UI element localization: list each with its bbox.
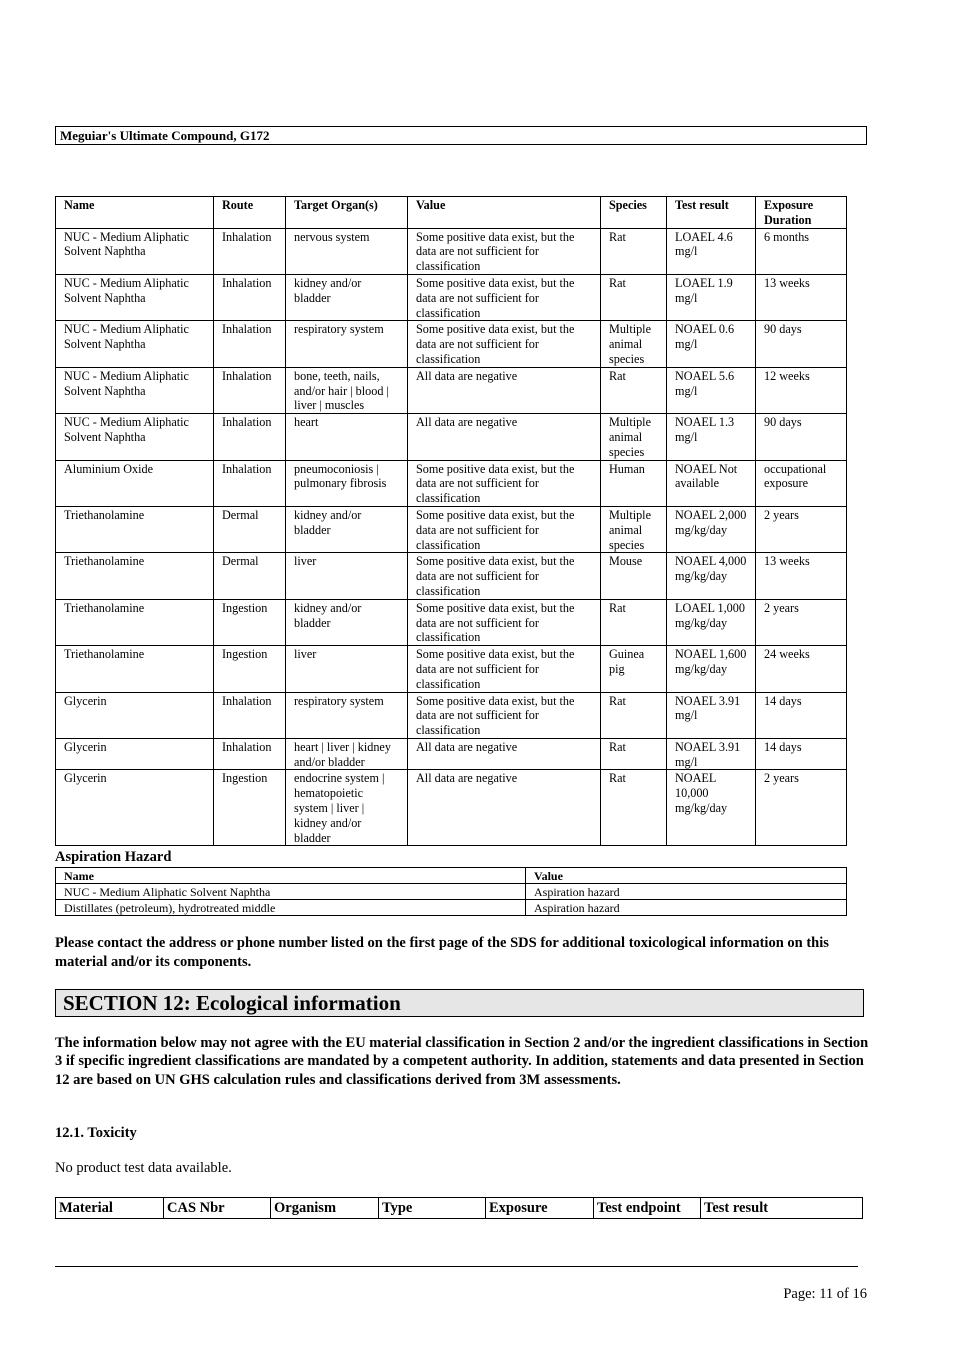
table-cell: Triethanolamine	[56, 553, 214, 599]
table-row	[56, 738, 847, 770]
table-row	[56, 900, 847, 916]
table-row	[56, 414, 847, 460]
table-cell: 14 days	[756, 738, 847, 770]
table-row	[56, 692, 847, 738]
table-cell: 12 weeks	[756, 367, 847, 413]
document-header	[55, 126, 867, 145]
table-cell: occupational exposure	[756, 460, 847, 506]
column-header: Test result	[701, 1198, 863, 1219]
table-cell: NUC - Medium Aliphatic Solvent Naphtha	[56, 321, 214, 367]
table-header-row	[56, 197, 847, 229]
table-cell: Dermal	[214, 553, 286, 599]
section-title: SECTION 12: Ecological information	[55, 989, 864, 1017]
column-header: Exposure Duration	[756, 197, 847, 229]
column-header: Material	[56, 1198, 164, 1219]
table-row	[56, 321, 847, 367]
toxicity-table	[55, 196, 847, 846]
table-cell: Human	[601, 460, 667, 506]
table-cell: Ingestion	[214, 599, 286, 645]
table-cell: Some positive data exist, but the data are not sufficient for classification	[408, 599, 601, 645]
table-cell: NUC - Medium Aliphatic Solvent Naphtha	[56, 228, 214, 274]
table-cell: NUC - Medium Aliphatic Solvent Naphtha	[56, 367, 214, 413]
toxicity-heading: 12.1. Toxicity	[55, 1125, 137, 1141]
table-cell: 14 days	[756, 692, 847, 738]
table-cell: Rat	[601, 274, 667, 320]
table-cell: respiratory system	[286, 321, 408, 367]
table-cell: LOAEL 1,000 mg/kg/day	[667, 599, 756, 645]
table-cell: NOAEL 10,000 mg/kg/day	[667, 770, 756, 846]
table-cell: Inhalation	[214, 367, 286, 413]
table-cell: Some positive data exist, but the data are not sufficient for classification	[408, 274, 601, 320]
table-cell: Guinea pig	[601, 646, 667, 692]
table-cell: 90 days	[756, 321, 847, 367]
column-header: Name	[56, 868, 526, 884]
product-name: Meguiar's Ultimate Compound, G172	[60, 128, 270, 143]
table-cell: NOAEL 0.6 mg/l	[667, 321, 756, 367]
table-cell: Inhalation	[214, 692, 286, 738]
column-header: Name	[56, 197, 214, 229]
column-header: Exposure	[486, 1198, 594, 1219]
table-cell: All data are negative	[408, 770, 601, 846]
table-cell: Mouse	[601, 553, 667, 599]
table-cell: Inhalation	[214, 414, 286, 460]
table-row	[56, 599, 847, 645]
table-cell: NUC - Medium Aliphatic Solvent Naphtha	[56, 414, 214, 460]
table-cell: Multiple animal species	[601, 506, 667, 552]
table-cell: endocrine system | hematopoietic system | liver | kidney and/or bladder	[286, 770, 408, 846]
no-data-note: No product test data available.	[55, 1160, 232, 1176]
column-header: Type	[379, 1198, 486, 1219]
table-cell: Some positive data exist, but the data are not sufficient for classification	[408, 228, 601, 274]
column-header: Organism	[271, 1198, 379, 1219]
table-cell: Aspiration hazard	[526, 900, 847, 916]
footer-divider	[55, 1266, 858, 1267]
table-cell: 6 months	[756, 228, 847, 274]
column-header: Test result	[667, 197, 756, 229]
table-cell: nervous system	[286, 228, 408, 274]
aspiration-title: Aspiration Hazard	[55, 849, 172, 865]
table-cell: Multiple animal species	[601, 414, 667, 460]
table-cell: NOAEL 2,000 mg/kg/day	[667, 506, 756, 552]
table-cell: Triethanolamine	[56, 506, 214, 552]
table-cell: All data are negative	[408, 367, 601, 413]
table-cell: Some positive data exist, but the data are not sufficient for classification	[408, 506, 601, 552]
table-cell: Inhalation	[214, 321, 286, 367]
table-cell: Rat	[601, 228, 667, 274]
table-cell: NOAEL 3.91 mg/l	[667, 738, 756, 770]
table-cell: Triethanolamine	[56, 599, 214, 645]
table-cell: kidney and/or bladder	[286, 274, 408, 320]
table-cell: respiratory system	[286, 692, 408, 738]
table-cell: Inhalation	[214, 228, 286, 274]
table-cell: Distillates (petroleum), hydrotreated middle	[56, 900, 526, 916]
table-cell: NOAEL 5.6 mg/l	[667, 367, 756, 413]
table-cell: Some positive data exist, but the data are not sufficient for classification	[408, 321, 601, 367]
aspiration-table	[55, 867, 847, 916]
column-header: Test endpoint	[594, 1198, 701, 1219]
table-cell: Some positive data exist, but the data are not sufficient for classification	[408, 646, 601, 692]
eco-header-row	[56, 1198, 863, 1219]
page-number: Page: 11 of 16	[783, 1286, 867, 1302]
ecotoxicity-table	[55, 1197, 863, 1219]
table-cell: 13 weeks	[756, 274, 847, 320]
table-cell: NOAEL 1.3 mg/l	[667, 414, 756, 460]
table-cell: pneumoconiosis | pulmonary fibrosis	[286, 460, 408, 506]
table-cell: liver	[286, 646, 408, 692]
table-cell: NOAEL Not available	[667, 460, 756, 506]
table-cell: 2 years	[756, 506, 847, 552]
table-cell: Glycerin	[56, 692, 214, 738]
table-cell: Dermal	[214, 506, 286, 552]
table-row	[56, 460, 847, 506]
table-cell: kidney and/or bladder	[286, 599, 408, 645]
table-cell: NOAEL 1,600 mg/kg/day	[667, 646, 756, 692]
column-header: Value	[526, 868, 847, 884]
table-cell: Rat	[601, 367, 667, 413]
table-cell: heart | liver | kidney and/or bladder	[286, 738, 408, 770]
table-cell: Ingestion	[214, 646, 286, 692]
table-row	[56, 367, 847, 413]
table-cell: Rat	[601, 692, 667, 738]
aspiration-body	[56, 884, 847, 916]
table-cell: heart	[286, 414, 408, 460]
table-cell: Aspiration hazard	[526, 884, 847, 900]
table-row	[56, 646, 847, 692]
table-cell: NUC - Medium Aliphatic Solvent Naphtha	[56, 884, 526, 900]
table-row	[56, 770, 847, 846]
table-cell: NOAEL 4,000 mg/kg/day	[667, 553, 756, 599]
column-header: Route	[214, 197, 286, 229]
table-cell: 24 weeks	[756, 646, 847, 692]
table-body	[56, 228, 847, 846]
column-header: Value	[408, 197, 601, 229]
table-cell: All data are negative	[408, 414, 601, 460]
table-cell: Some positive data exist, but the data are not sufficient for classification	[408, 692, 601, 738]
aspiration-header-row	[56, 868, 847, 884]
table-cell: All data are negative	[408, 738, 601, 770]
table-cell: liver	[286, 553, 408, 599]
table-cell: 2 years	[756, 770, 847, 846]
column-header: Species	[601, 197, 667, 229]
table-cell: Aluminium Oxide	[56, 460, 214, 506]
contact-note: Please contact the address or phone number listed on the first page of the SDS for additional toxicological information on this material and/or its components.	[55, 935, 829, 970]
ecological-intro: The information below may not agree with the EU material classification in Section 2 and/or the ingredient classifications in Section 3 if specific ingredient classifications are mandated by a competent authority. In addition, statements and data presented in Section 12 are based on UN GHS calculation rules and classifications derived from 3M assessments.	[55, 1035, 869, 1088]
table-row	[56, 884, 847, 900]
table-cell: Rat	[601, 738, 667, 770]
table-cell: bone, teeth, nails, and/or hair | blood | liver | muscles	[286, 367, 408, 413]
table-cell: Ingestion	[214, 770, 286, 846]
table-cell: NOAEL 3.91 mg/l	[667, 692, 756, 738]
column-header: CAS Nbr	[164, 1198, 271, 1219]
table-row	[56, 228, 847, 274]
table-cell: Inhalation	[214, 460, 286, 506]
column-header: Target Organ(s)	[286, 197, 408, 229]
table-cell: NUC - Medium Aliphatic Solvent Naphtha	[56, 274, 214, 320]
table-cell: Triethanolamine	[56, 646, 214, 692]
table-cell: 13 weeks	[756, 553, 847, 599]
table-cell: 90 days	[756, 414, 847, 460]
table-row	[56, 274, 847, 320]
table-cell: Some positive data exist, but the data are not sufficient for classification	[408, 553, 601, 599]
table-cell: LOAEL 1.9 mg/l	[667, 274, 756, 320]
table-row	[56, 553, 847, 599]
table-cell: kidney and/or bladder	[286, 506, 408, 552]
table-cell: Some positive data exist, but the data are not sufficient for classification	[408, 460, 601, 506]
table-cell: Glycerin	[56, 770, 214, 846]
table-cell: Rat	[601, 770, 667, 846]
table-cell: Glycerin	[56, 738, 214, 770]
table-cell: Rat	[601, 599, 667, 645]
table-cell: Multiple animal species	[601, 321, 667, 367]
table-cell: Inhalation	[214, 274, 286, 320]
table-cell: 2 years	[756, 599, 847, 645]
table-cell: Inhalation	[214, 738, 286, 770]
table-row	[56, 506, 847, 552]
table-cell: LOAEL 4.6 mg/l	[667, 228, 756, 274]
